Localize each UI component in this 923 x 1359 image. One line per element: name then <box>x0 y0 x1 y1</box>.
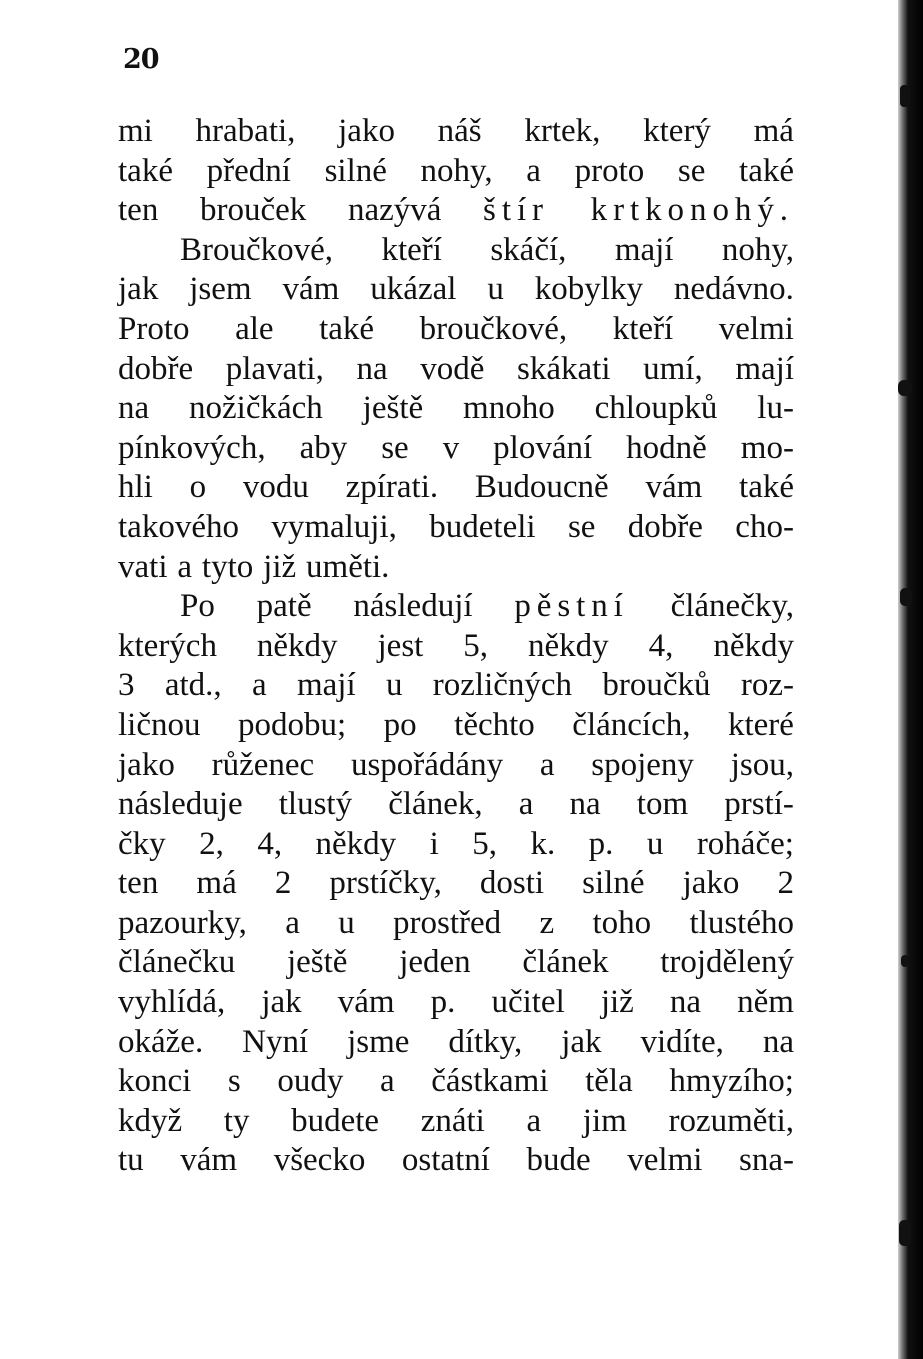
word: tu <box>118 1142 144 1179</box>
text-line <box>118 508 794 548</box>
word: hrabati, <box>195 113 296 149</box>
word: vyhlídá, <box>118 984 226 1021</box>
word: nožičkách <box>189 390 323 427</box>
word: také <box>739 469 794 506</box>
word: rozuměti, <box>668 1102 794 1139</box>
word: i <box>429 825 439 862</box>
word: Proto <box>118 310 190 347</box>
word: zpírati. <box>345 469 439 506</box>
text-line <box>118 943 794 983</box>
binding-mark <box>898 380 912 396</box>
binding-mark <box>901 955 909 967</box>
word: broučkové, <box>419 310 568 347</box>
word: růženec <box>211 746 315 783</box>
word: trojdělený <box>660 944 794 981</box>
word: jest <box>377 627 424 664</box>
word: skákati <box>517 350 611 387</box>
text-line <box>118 548 794 588</box>
text-line <box>118 627 794 667</box>
text-line <box>118 983 794 1023</box>
word: a <box>251 667 267 704</box>
word: roz- <box>740 667 794 704</box>
word: Po <box>180 588 215 625</box>
word: článečky, <box>670 588 794 625</box>
word: krtkonohý. <box>590 192 794 229</box>
word: jsme <box>347 1023 410 1060</box>
text-line <box>118 706 794 746</box>
word: následuje <box>118 786 243 823</box>
word: s <box>227 1063 241 1100</box>
word: ale <box>235 310 274 347</box>
word: nohy, <box>420 152 493 189</box>
text-line <box>118 1102 794 1142</box>
word: budete <box>291 1102 380 1139</box>
word: o <box>189 469 207 506</box>
word: aby <box>299 429 348 466</box>
text-line <box>118 904 794 944</box>
word: k. <box>530 825 556 862</box>
word: u <box>646 825 664 862</box>
text-line <box>118 746 794 786</box>
word: kteří <box>381 231 442 268</box>
word: 2 <box>777 865 794 902</box>
word: a <box>285 904 300 941</box>
word: hli <box>118 469 153 506</box>
word: článek <box>522 944 609 981</box>
word: prostřed <box>393 904 502 941</box>
text-line <box>118 864 794 904</box>
word: ten <box>118 865 159 902</box>
word: dobře <box>118 350 194 387</box>
text-line <box>118 389 794 429</box>
word: jeden <box>399 944 471 981</box>
word: se <box>381 429 409 466</box>
word: se <box>677 152 706 189</box>
text-line <box>118 112 794 152</box>
word: rozličných <box>432 667 573 704</box>
word: plavati, <box>225 350 324 387</box>
text-line <box>118 270 794 310</box>
word: Nyní <box>242 1023 309 1060</box>
word: mají <box>296 667 356 704</box>
word: mnoho <box>463 390 555 427</box>
text-line <box>118 1023 794 1063</box>
word: a <box>539 746 555 783</box>
word: někdy <box>315 825 397 862</box>
word: dítky, <box>448 1023 523 1060</box>
text-line <box>118 429 794 469</box>
word: učitel <box>491 984 565 1021</box>
word: náš <box>437 113 482 149</box>
word: ještě <box>362 390 424 427</box>
word: jsou, <box>730 746 794 783</box>
word: vodu <box>242 469 309 506</box>
word: vati <box>118 548 168 585</box>
text-line <box>118 825 794 865</box>
text-line <box>118 785 794 825</box>
text-line <box>118 152 794 192</box>
word: a <box>177 548 193 585</box>
word: jak <box>261 984 302 1021</box>
word: těchto <box>454 706 535 743</box>
word: vám <box>282 271 340 308</box>
word: uspořádány <box>350 746 504 783</box>
word: po <box>383 706 417 743</box>
word: tlustý <box>278 786 353 823</box>
word: tom <box>636 786 689 823</box>
word: brouček <box>199 192 307 229</box>
word: kteří <box>612 310 674 347</box>
word: jako <box>682 865 740 902</box>
word: již <box>263 548 297 585</box>
word: skáčí, <box>490 231 567 268</box>
word: na <box>118 390 150 427</box>
word: na <box>569 786 601 823</box>
word: na <box>669 984 702 1021</box>
text-line <box>118 468 794 508</box>
word: jako <box>338 113 395 149</box>
word: který <box>643 113 711 149</box>
word: ty <box>223 1102 250 1139</box>
word: 4, <box>648 627 674 664</box>
word: pazourky, <box>118 904 247 941</box>
word: 5, <box>472 825 497 862</box>
word: u <box>338 904 355 941</box>
word: mají <box>735 350 794 387</box>
word: na <box>762 1023 794 1060</box>
word: takového <box>118 508 239 545</box>
word: broučků <box>602 667 711 704</box>
word: jak <box>118 271 159 308</box>
word: atd., <box>164 667 222 704</box>
word: silné <box>582 865 645 902</box>
word: plování <box>493 429 593 466</box>
text-line <box>118 350 794 390</box>
word: 2, <box>199 825 224 862</box>
word: také <box>319 310 375 347</box>
word: 3 <box>118 667 135 704</box>
word: čky <box>118 825 166 862</box>
word: u <box>385 667 403 704</box>
word: chloupků <box>594 390 718 427</box>
word: velmi <box>718 310 794 347</box>
word: jim <box>582 1102 627 1139</box>
word: v <box>442 429 460 466</box>
word: na <box>356 350 388 387</box>
word: všecko <box>273 1142 366 1179</box>
word: vám <box>180 1142 238 1179</box>
binding-mark <box>900 85 910 107</box>
word: tyto <box>201 548 254 585</box>
word: a <box>379 1063 395 1100</box>
word: mají <box>614 231 674 268</box>
binding-mark <box>899 1220 911 1246</box>
word: patě <box>256 588 312 625</box>
word: konci <box>118 1063 192 1100</box>
word: něm <box>737 984 794 1021</box>
word: oudy <box>277 1063 344 1100</box>
word: nazývá <box>347 192 442 229</box>
word: které <box>727 706 794 743</box>
word: hodně <box>626 429 707 466</box>
word: budeteli <box>429 508 536 545</box>
word: kterých <box>118 627 217 664</box>
word: ličnou <box>118 706 201 743</box>
word: prstíčky, <box>329 865 442 902</box>
word: také <box>739 152 794 189</box>
word: někdy <box>256 627 338 664</box>
word: sna- <box>739 1142 794 1179</box>
word: ještě <box>286 944 348 981</box>
word: uměti. <box>306 548 390 585</box>
word: ukázal <box>370 271 457 308</box>
word: ostatní <box>401 1142 490 1179</box>
word: cho- <box>735 508 794 545</box>
word: vodě <box>420 350 485 387</box>
word: 2 <box>274 865 292 902</box>
word: následují <box>353 588 473 625</box>
word: štír <box>483 192 549 229</box>
word: prstí- <box>724 786 794 823</box>
word: někdy <box>713 627 794 664</box>
word: jak <box>561 1023 602 1060</box>
word: pínkových, <box>118 429 266 466</box>
word: již <box>600 984 634 1021</box>
word: hmyzího; <box>669 1063 794 1100</box>
word: také <box>118 152 173 189</box>
word: spojeny <box>591 746 694 783</box>
word: z <box>539 904 555 941</box>
book-binding-edge <box>898 0 923 1359</box>
word: a <box>526 152 541 189</box>
word: jako <box>118 746 175 783</box>
word: p. <box>588 825 614 862</box>
word: vidíte, <box>640 1023 724 1060</box>
word: nedávno. <box>673 271 794 308</box>
word: mi <box>118 113 153 149</box>
word: toho <box>592 904 652 941</box>
text-line <box>118 666 794 706</box>
word: podobu; <box>237 706 347 743</box>
word: nohy, <box>721 231 794 268</box>
word: a <box>526 1102 542 1139</box>
word: těla <box>585 1063 633 1100</box>
word: vám <box>645 469 703 506</box>
word: pěstní <box>514 588 629 625</box>
word: článek, <box>388 786 483 823</box>
word: vám <box>337 984 395 1021</box>
word: roháče; <box>696 825 794 862</box>
text-line <box>118 310 794 350</box>
word: a <box>518 786 534 823</box>
word: mo- <box>740 429 794 466</box>
text-line <box>118 191 794 231</box>
page-number: 20 <box>123 44 159 75</box>
word: 4, <box>257 825 283 862</box>
text-line <box>118 1062 794 1102</box>
word: jsem <box>189 271 252 308</box>
word: bude <box>526 1142 591 1179</box>
word: tlustého <box>689 904 794 941</box>
word: ten <box>118 192 159 229</box>
word: 5, <box>463 627 489 664</box>
word: Budoucně <box>474 469 609 506</box>
word: silné <box>324 152 387 189</box>
binding-mark <box>900 588 912 606</box>
word: dosti <box>479 865 545 902</box>
word: článečku <box>118 944 236 981</box>
word: okáže. <box>118 1023 204 1060</box>
word: p. <box>430 984 456 1021</box>
word: kobylky <box>534 271 643 308</box>
word: někdy <box>528 627 609 664</box>
word: má <box>196 865 237 902</box>
text-line <box>118 587 794 627</box>
text-line <box>118 1141 794 1181</box>
word: proto <box>574 152 645 189</box>
word: velmi <box>627 1142 703 1179</box>
word: částkami <box>431 1063 549 1100</box>
word: přední <box>206 152 291 189</box>
word: má <box>753 113 794 149</box>
text-line <box>118 231 794 271</box>
body-text <box>118 112 794 1181</box>
word: krtek, <box>524 113 601 149</box>
word: u <box>487 271 504 308</box>
word: když <box>118 1102 183 1139</box>
word: dobře <box>627 508 703 545</box>
word: lu- <box>757 390 794 427</box>
word: článcích, <box>572 706 691 743</box>
word: se <box>567 508 596 545</box>
word: znáti <box>420 1102 485 1139</box>
word: umí, <box>643 350 703 387</box>
word: vymaluji, <box>271 508 397 545</box>
word: Broučkové, <box>180 231 334 268</box>
